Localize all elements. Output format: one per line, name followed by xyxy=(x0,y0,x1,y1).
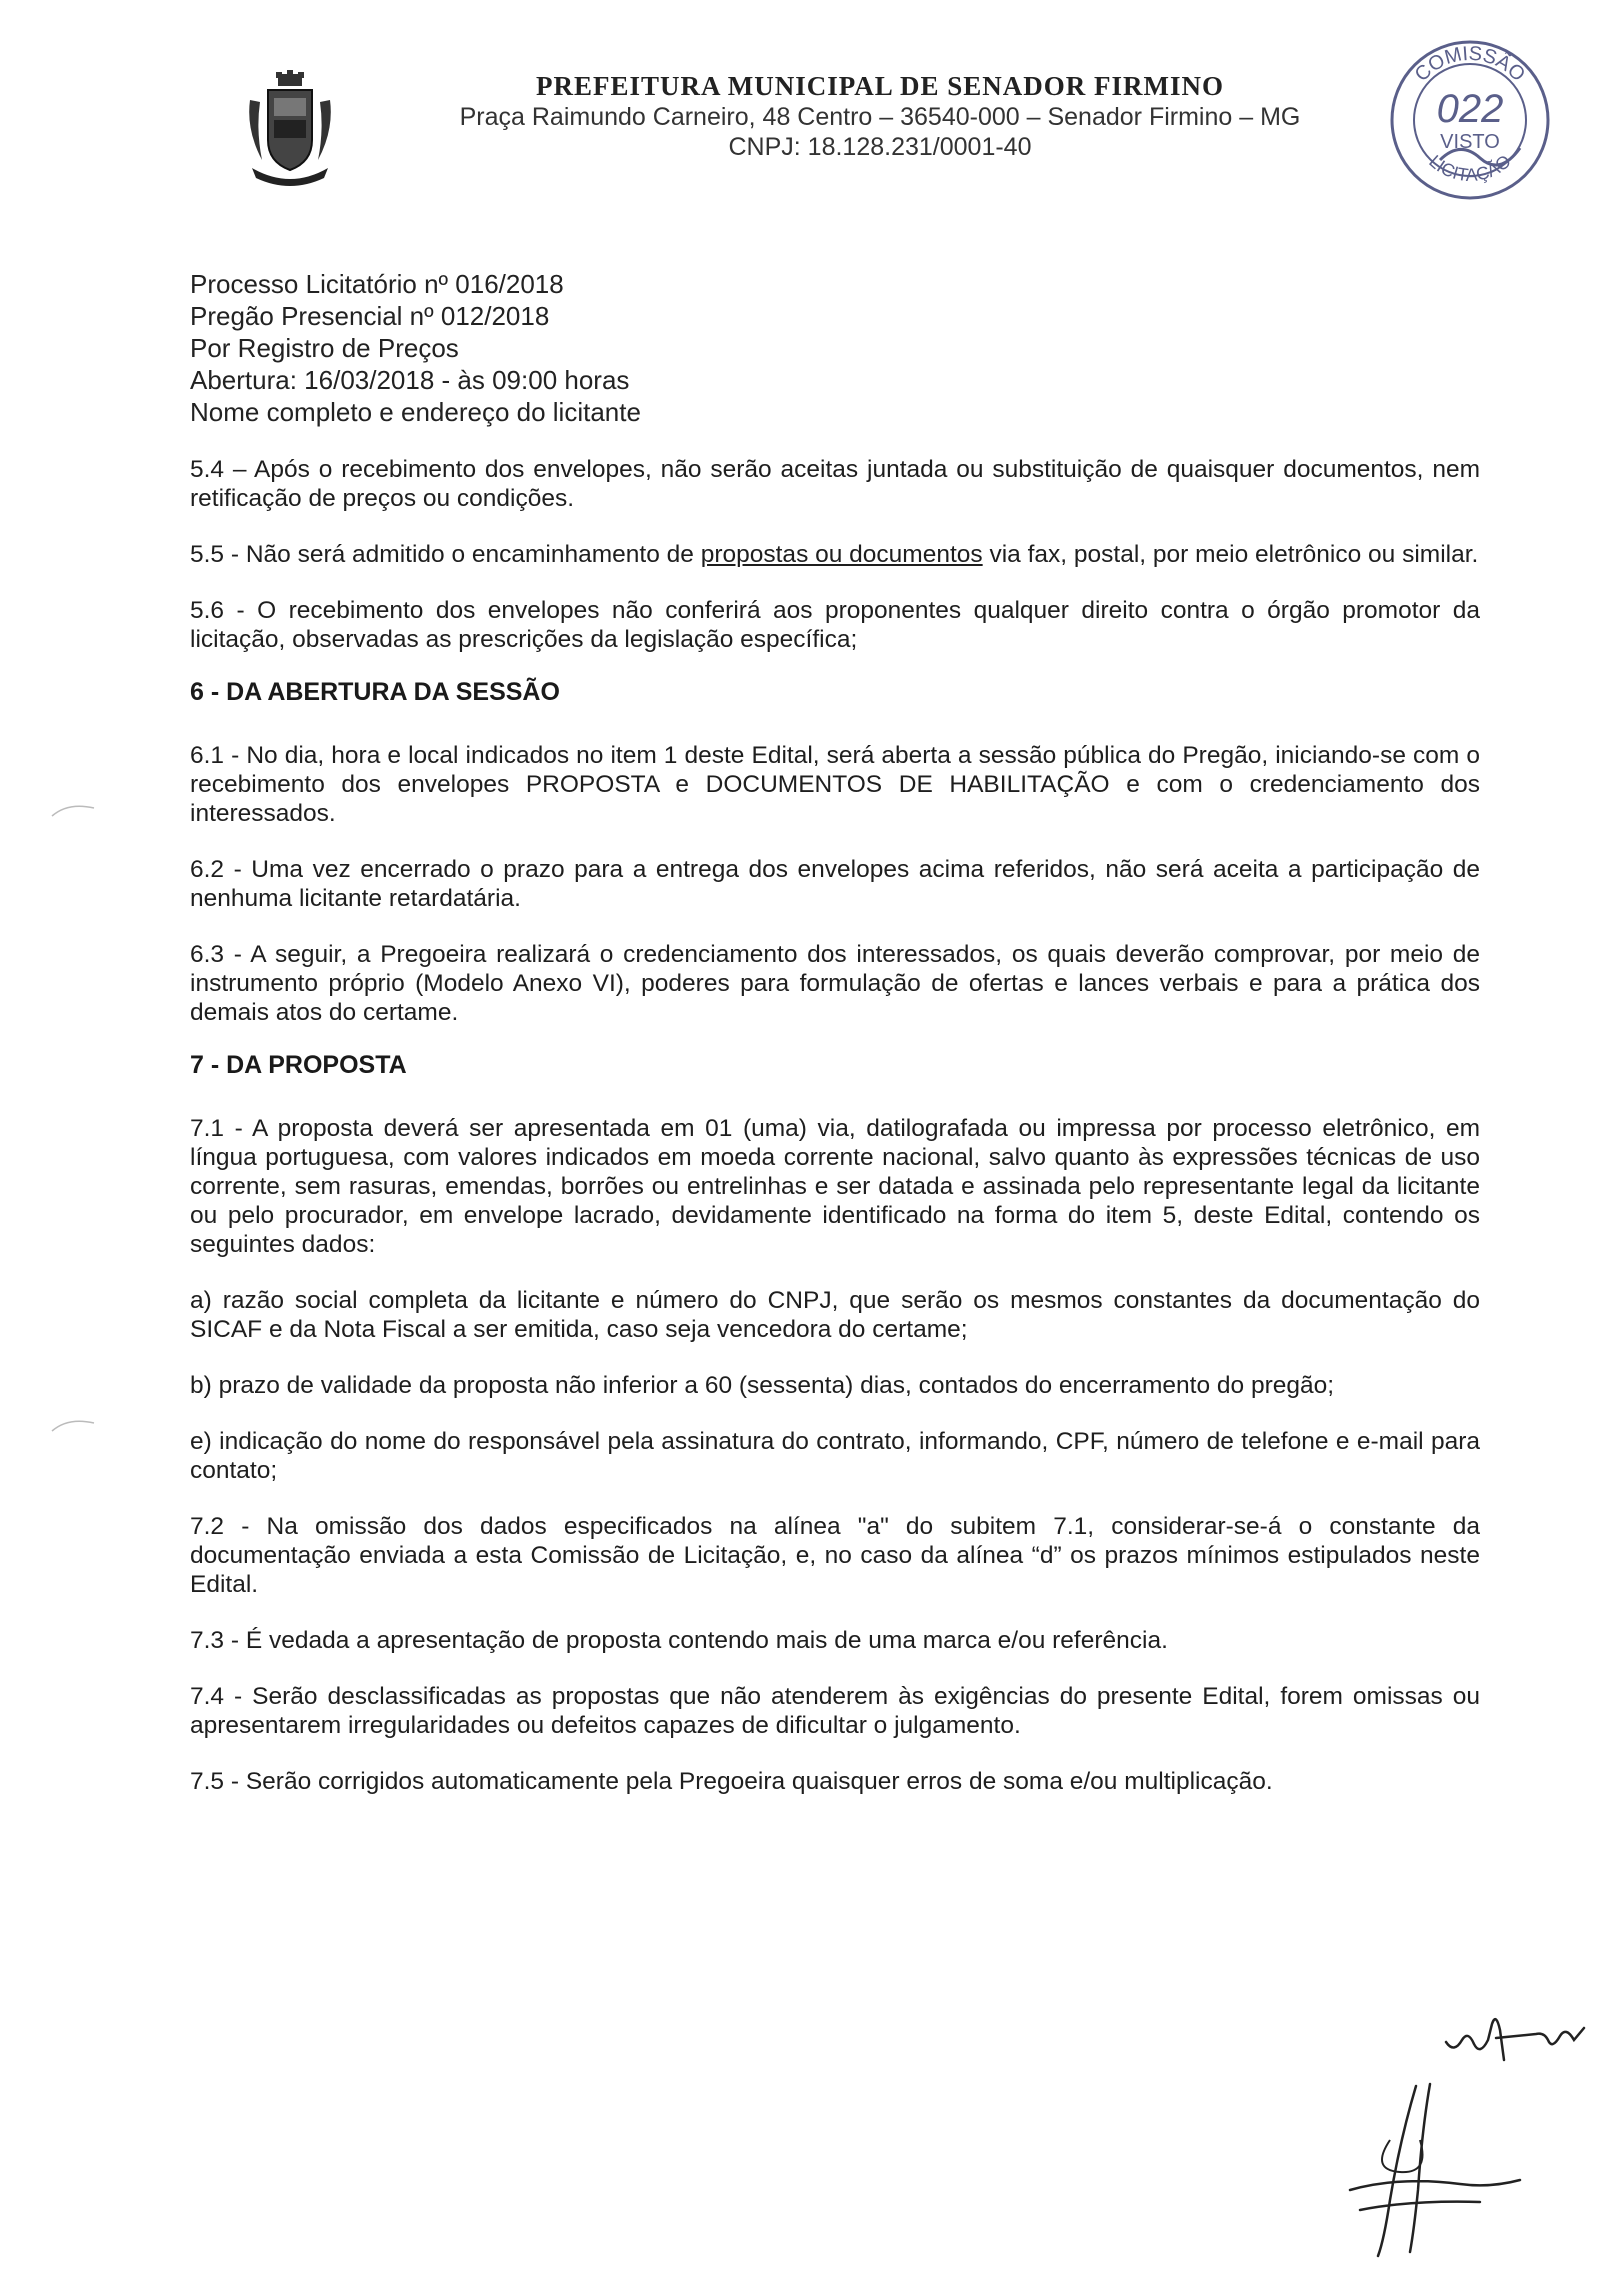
pregao-number: Pregão Presencial nº 012/2018 xyxy=(190,301,550,331)
stamp-top-text: COMISSÃO xyxy=(1410,42,1530,86)
signature-icon xyxy=(1330,2080,1530,2260)
letterhead xyxy=(0,0,1600,200)
paragraph-5-5-end: via fax, postal, por meio eletrônico ou similar. xyxy=(982,541,1479,568)
paragraph-7-1-a: a) razão social completa da licitante e número do CNPJ, que serão os mesmos constantes da documentação do SICAF e da Nota Fiscal a ser emitida, caso seja vencedora do certame; xyxy=(190,1287,1480,1343)
municipality-address: Praça Raimundo Carneiro, 48 Centro – 36540-000 – Senador Firmino – MG xyxy=(459,103,1301,131)
registration-type: Por Registro de Preços xyxy=(190,333,459,363)
signature-initials-icon xyxy=(1440,2000,1590,2070)
section-7-heading: 7 - DA PROPOSTA xyxy=(190,1051,407,1079)
paragraph-6-1: 6.1 - No dia, hora e local indicados no item 1 deste Edital, será aberta a sessão pública do Pregão, iniciando-se com o recebimento dos envelopes PROPOSTA e DOCUMENTOS DE HABILITAÇÃO e com o credenciamento dos interessados. xyxy=(190,742,1480,827)
paragraph-5-5-start: 5.5 - Não será admitido o encaminhamento de xyxy=(190,541,701,568)
municipality-cnpj: CNPJ: 18.128.231/0001-40 xyxy=(728,133,1032,161)
margin-mark-icon xyxy=(48,1415,98,1435)
paragraph-5-5 xyxy=(190,540,1480,569)
bidder-placeholder: Nome completo e endereço do licitante xyxy=(190,397,641,427)
paragraph-7-5: 7.5 - Serão corrigidos automaticamente pela Pregoeira quaisquer erros de soma e/ou multiplicação. xyxy=(190,1768,1273,1795)
paragraph-6-3: 6.3 - A seguir, a Pregoeira realizará o credenciamento dos interessados, os quais deverão comprovar, por meio de instrumento próprio (Modelo Anexo VI), poderes para formulação de ofertas e lances verbais e para a prática dos demais atos do certame. xyxy=(190,941,1480,1026)
letterhead-text xyxy=(380,70,1380,162)
process-number: Processo Licitatório nº 016/2018 xyxy=(190,269,564,299)
process-info xyxy=(190,268,1090,428)
paragraph-5-4: 5.4 – Após o recebimento dos envelopes, não serão aceitas juntada ou substituição de quaisquer documentos, nem retificação de preços ou condições. xyxy=(190,456,1480,512)
stamp-bottom-text: LICITAÇÃO xyxy=(1425,150,1515,186)
margin-mark-icon xyxy=(48,800,98,820)
svg-text:LICITAÇÃO xyxy=(1425,151,1515,185)
commission-stamp-icon xyxy=(1380,30,1560,210)
paragraph-5-5-underlined: propostas ou documentos xyxy=(700,541,983,568)
paragraph-7-4: 7.4 - Serão desclassificadas as propostas que não atenderem às exigências do presente Edital, forem omissas ou apresentarem irregularidades ou defeitos capazes de dificultar o julgamento. xyxy=(190,1683,1480,1739)
paragraph-7-3: 7.3 - É vedada a apresentação de proposta contendo mais de uma marca e/ou referência. xyxy=(190,1627,1168,1654)
opening-date: Abertura: 16/03/2018 - às 09:00 horas xyxy=(190,365,630,395)
paragraph-5-6: 5.6 - O recebimento dos envelopes não conferirá aos proponentes qualquer direito contra o órgão promotor da licitação, observadas as prescrições da legislação específica; xyxy=(190,597,1480,653)
municipal-crest-icon xyxy=(240,70,340,190)
paragraph-7-1: 7.1 - A proposta deverá ser apresentada em 01 (uma) via, datilografada ou impressa por processo eletrônico, em língua portuguesa, com valores indicados em moeda corrente nacional, salvo quanto às expressões técnicas de uso corrente, sem rasuras, emendas, borrões ou entrelinhas e ser datada e assinada pelo representante legal da licitante ou pelo procurador, em envelope lacrado, devidamente identificado na forma do item 5, deste Edital, contendo os seguintes dados: xyxy=(190,1115,1480,1258)
paragraph-7-1-e: e) indicação do nome do responsável pela assinatura do contrato, informando, CPF, número de telefone e e-mail para contato; xyxy=(190,1428,1480,1484)
paragraph-7-1-b: b) prazo de validade da proposta não inferior a 60 (sessenta) dias, contados do encerramento do pregão; xyxy=(190,1372,1335,1399)
section-6-heading: 6 - DA ABERTURA DA SESSÃO xyxy=(190,678,560,706)
stamp-number: 022 xyxy=(1436,87,1504,131)
svg-text:COMISSÃO xyxy=(1411,43,1529,86)
paragraph-7-2: 7.2 - Na omissão dos dados especificados na alínea "a" do subitem 7.1, considerar-se-á o constante da documentação enviada a esta Comissão de Licitação, e, no caso da alínea “d” os prazos mínimos estipulados neste Edital. xyxy=(190,1513,1480,1598)
stamp-middle-text: VISTO xyxy=(1440,131,1500,153)
document-body xyxy=(190,455,1480,1796)
paragraph-6-2: 6.2 - Uma vez encerrado o prazo para a entrega dos envelopes acima referidos, não será aceita a participação de nenhuma licitante retardatária. xyxy=(190,856,1480,912)
municipality-name: PREFEITURA MUNICIPAL DE SENADOR FIRMINO xyxy=(535,71,1225,101)
